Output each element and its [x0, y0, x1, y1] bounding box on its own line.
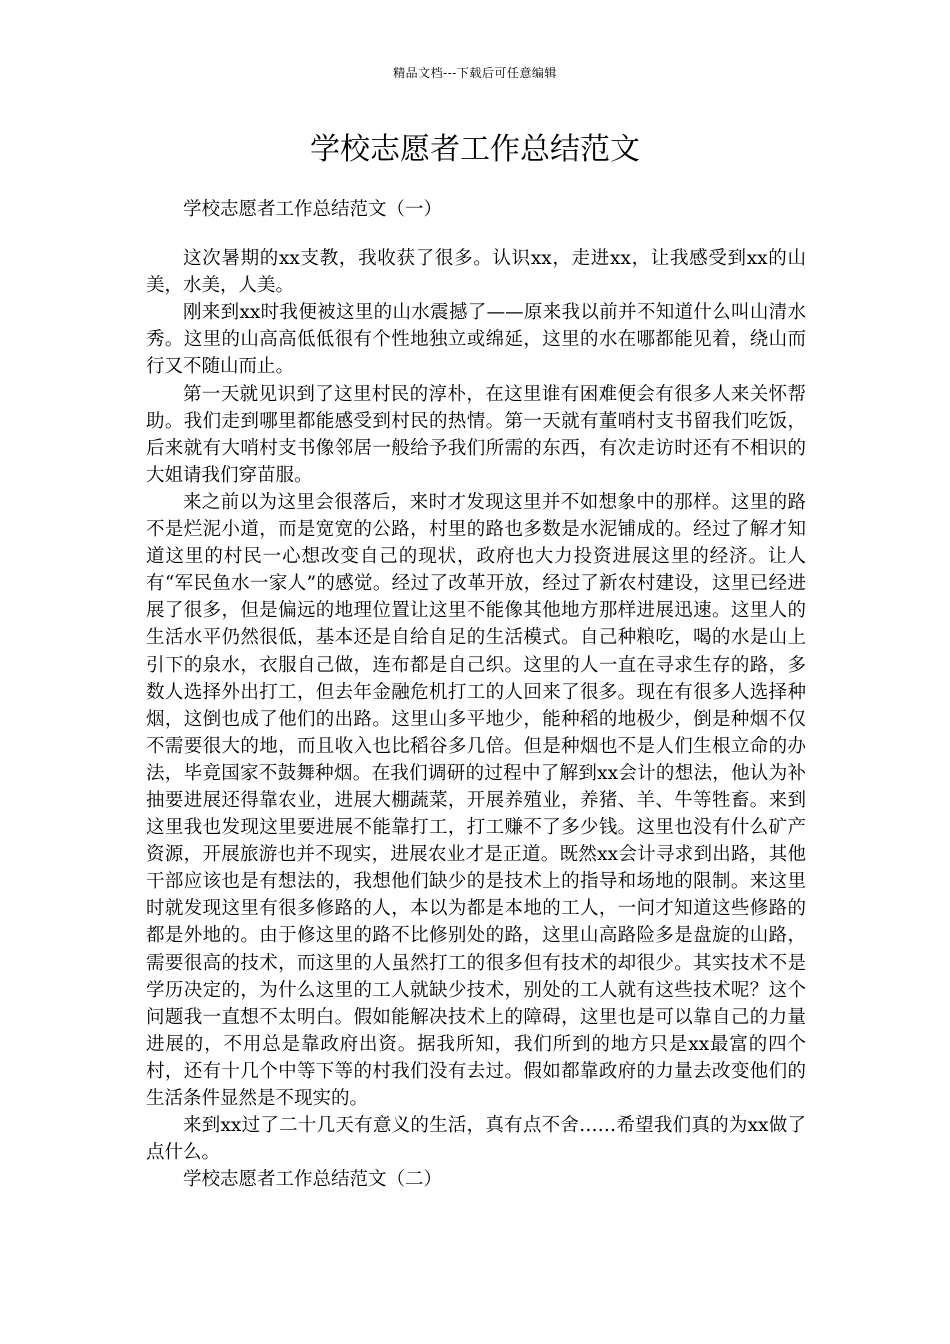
page-header-note: 精品文档---下载后可任意编辑 [393, 66, 557, 80]
paragraph-3: 第一天就见识到了这里村民的淳朴，在这里谁有困难便会有很多人来关怀帮助。我们走到哪里都能感受到村民的热情。第一天就有董哨村支书留我们吃饭，后来就有大哨村支书像邻居一般给予我们所需的东西，有次走访时还有不相识的大姐请我们穿苗服。 [146, 383, 806, 486]
section-heading-2: 学校志愿者工作总结范文（二） [183, 1169, 443, 1191]
paragraph-5: 来到xx过了二十几天有意义的生活，真有点不舍……希望我们真的为xx做了点什么。 [146, 1115, 806, 1164]
document-body [146, 196, 806, 1193]
paragraph-1: 这次暑期的xx支教，我收获了很多。认识xx，走进xx，让我感受到xx的山美，水美，人美。 [146, 248, 806, 297]
document-title: 学校志愿者工作总结范文 [310, 132, 640, 167]
section-heading-1: 学校志愿者工作总结范文（一） [183, 199, 443, 220]
paragraph-2: 刚来到xx时我便被这里的山水震撼了——原来我以前并不知道什么叫山清水秀。这里的山高高低低很有个性地独立或绵延，这里的水在哪都能见着，绕山而行又不随山而止。 [146, 302, 806, 378]
paragraph-4: 来之前以为这里会很落后，来时才发现这里并不如想象中的那样。这里的路不是烂泥小道，而是宽宽的公路，村里的路也多数是水泥铺成的。经过了解才知道这里的村民一心想改变自己的现状，政府也大力投资进展这里的经济。让人有“军民鱼水一家人”的感觉。经过了改革开放，经过了新农村建设，这里已经进展了很多，但是偏远的地理位置让这里不能像其他地方那样进展迅速。这里人的生活水平仍然很低，基本还是自给自足的生活模式。自己种粮吃，喝的水是山上引下的泉水，衣服自己做，连布都是自己织。这里的人一直在寻求生存的路，多数人选择外出打工，但去年金融危机打工的人回来了很多。现在有很多人选择种烟，这倒也成了他们的出路。这里山多平地少，能种稻的地极少，倒是种烟不仅不需要很大的地，而且收入也比稻谷多几倍。但是种烟也不是人们生根立命的办法，毕竟国家不鼓舞种烟。在我们调研的过程中了解到xx会计的想法，他认为补抽要进展还得靠农业，进展大棚蔬菜，开展养殖业，养猪、羊、牛等牲畜。来到这里我也发现这里要进展不能靠打工，打工赚不了多少钱。这里也没有什么矿产资源，开展旅游也并不现实，进展农业才是正道。既然xx会计寻求到出路，其他干部应该也是有想法的，我想他们缺少的是技术上的指导和场地的限制。来这里时就发现这里有很多修路的人，本以为都是本地的工人，一问才知道这些修路的都是外地的。由于修这里的路不比修别处的路，这里山高路险多是盘旋的山路，需要很高的技术，而这里的人虽然打工的很多但有技术的却很少。其实技术不是学历决定的，为什么这里的工人就缺少技术，别处的工人就有这些技术呢？这个问题我一直想不太明白。假如能解决技术上的障碍，这里也是可以靠自己的力量进展的，不用总是靠政府出资。据我所知，我们所到的地方只是xx最富的四个村，还有十几个中等下等的村我们没有去过。假如都靠政府的力量去改变他们的生活条件显然是不现实的。 [146, 491, 806, 1109]
